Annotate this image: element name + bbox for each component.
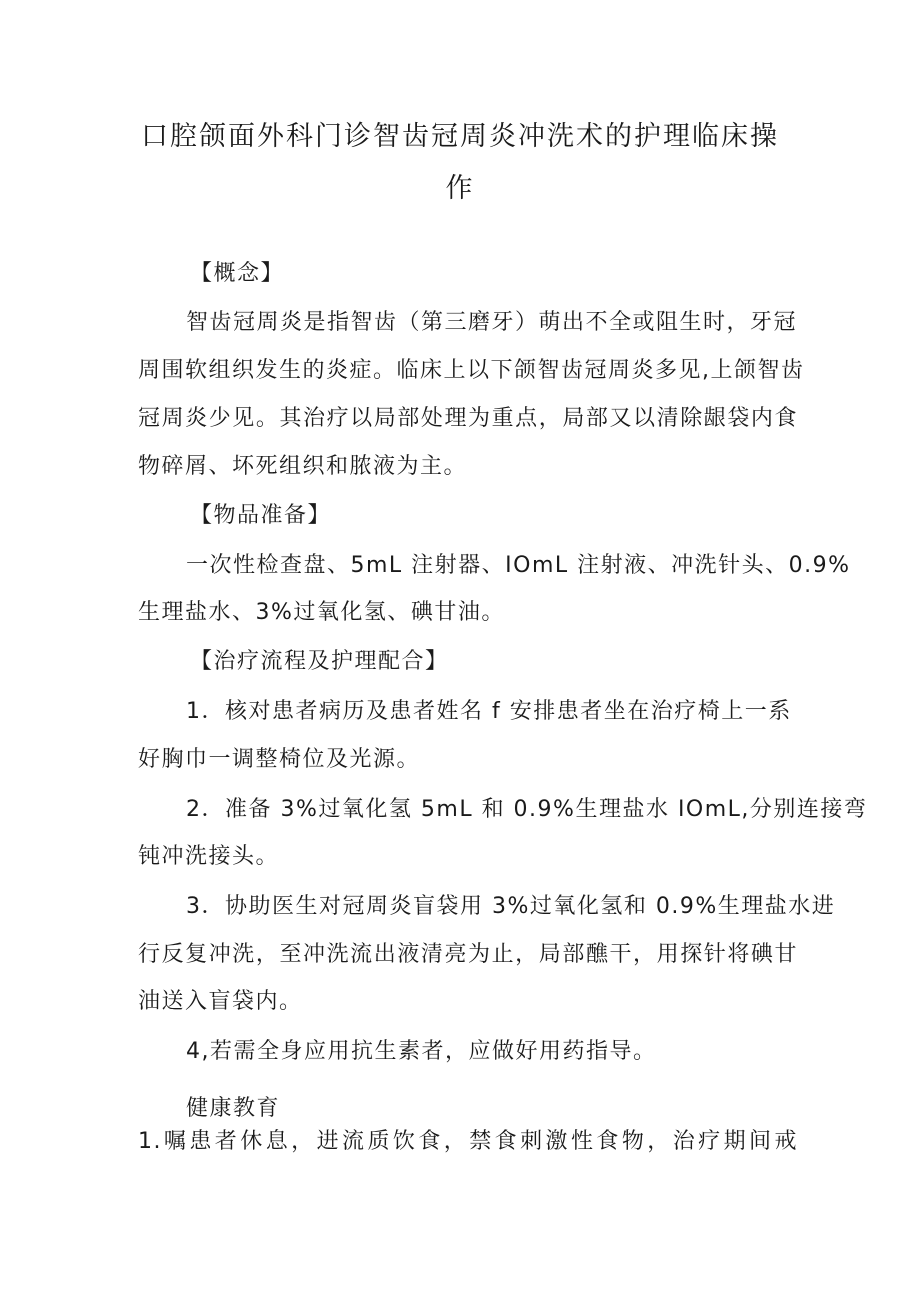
supplies-line-1: 一次性检查盘、5mL 注射器、IOmL 注射液、冲洗针头、0.9% <box>186 553 851 578</box>
concept-line-2: 周围软组织发生的炎症。临床上以下颌智齿冠周炎多见,上颌智齿 <box>138 358 805 383</box>
document-title-line-1: 口腔颌面外科门诊智齿冠周炎冲洗术的护理临床操 <box>141 121 779 152</box>
concept-heading: 【概念】 <box>190 261 285 286</box>
health-line-1: 1.嘱患者休息，进流质饮食，禁食刺激性食物，治疗期间戒 <box>138 1129 798 1154</box>
step3-line-3: 油送入盲袋内。 <box>138 989 303 1014</box>
step3-line-1: 3．协助医生对冠周炎盲袋用 3%过氧化氢和 0.9%生理盐水进 <box>186 894 836 919</box>
supplies-heading: 【物品准备】 <box>190 503 332 528</box>
concept-line-1: 智齿冠周炎是指智齿（第三磨牙）萌出不全或阻生时，牙冠 <box>186 310 798 335</box>
process-heading: 【治疗流程及护理配合】 <box>190 649 449 674</box>
step3-line-2: 行反复冲洗，至冲洗流出液清亮为止，局部醮干，用探针将碘甘 <box>138 942 798 967</box>
step2-line-2: 钝冲洗接头。 <box>138 844 280 869</box>
step2-line-1: 2．准备 3%过氧化氢 5mL 和 0.9%生理盐水 IOmL,分别连接弯 <box>186 797 868 822</box>
step1-line-1: 1．核对患者病历及患者姓名 f 安排患者坐在治疗椅上一系 <box>186 699 792 724</box>
step1-line-2: 好胸巾一调整椅位及光源。 <box>138 747 421 772</box>
concept-line-3: 冠周炎少见。其治疗以局部处理为重点，局部又以清除龈袋内食 <box>138 406 798 431</box>
document-title-line-2: 作 <box>445 173 475 204</box>
health-heading: 健康教育 <box>186 1096 281 1121</box>
concept-line-4: 物碎屑、坏死组织和脓液为主。 <box>138 454 468 479</box>
step4-line: 4,若需全身应用抗生素者，应做好用药指导。 <box>186 1039 657 1064</box>
supplies-line-2: 生理盐水、3%过氧化氢、碘甘油。 <box>138 600 505 625</box>
